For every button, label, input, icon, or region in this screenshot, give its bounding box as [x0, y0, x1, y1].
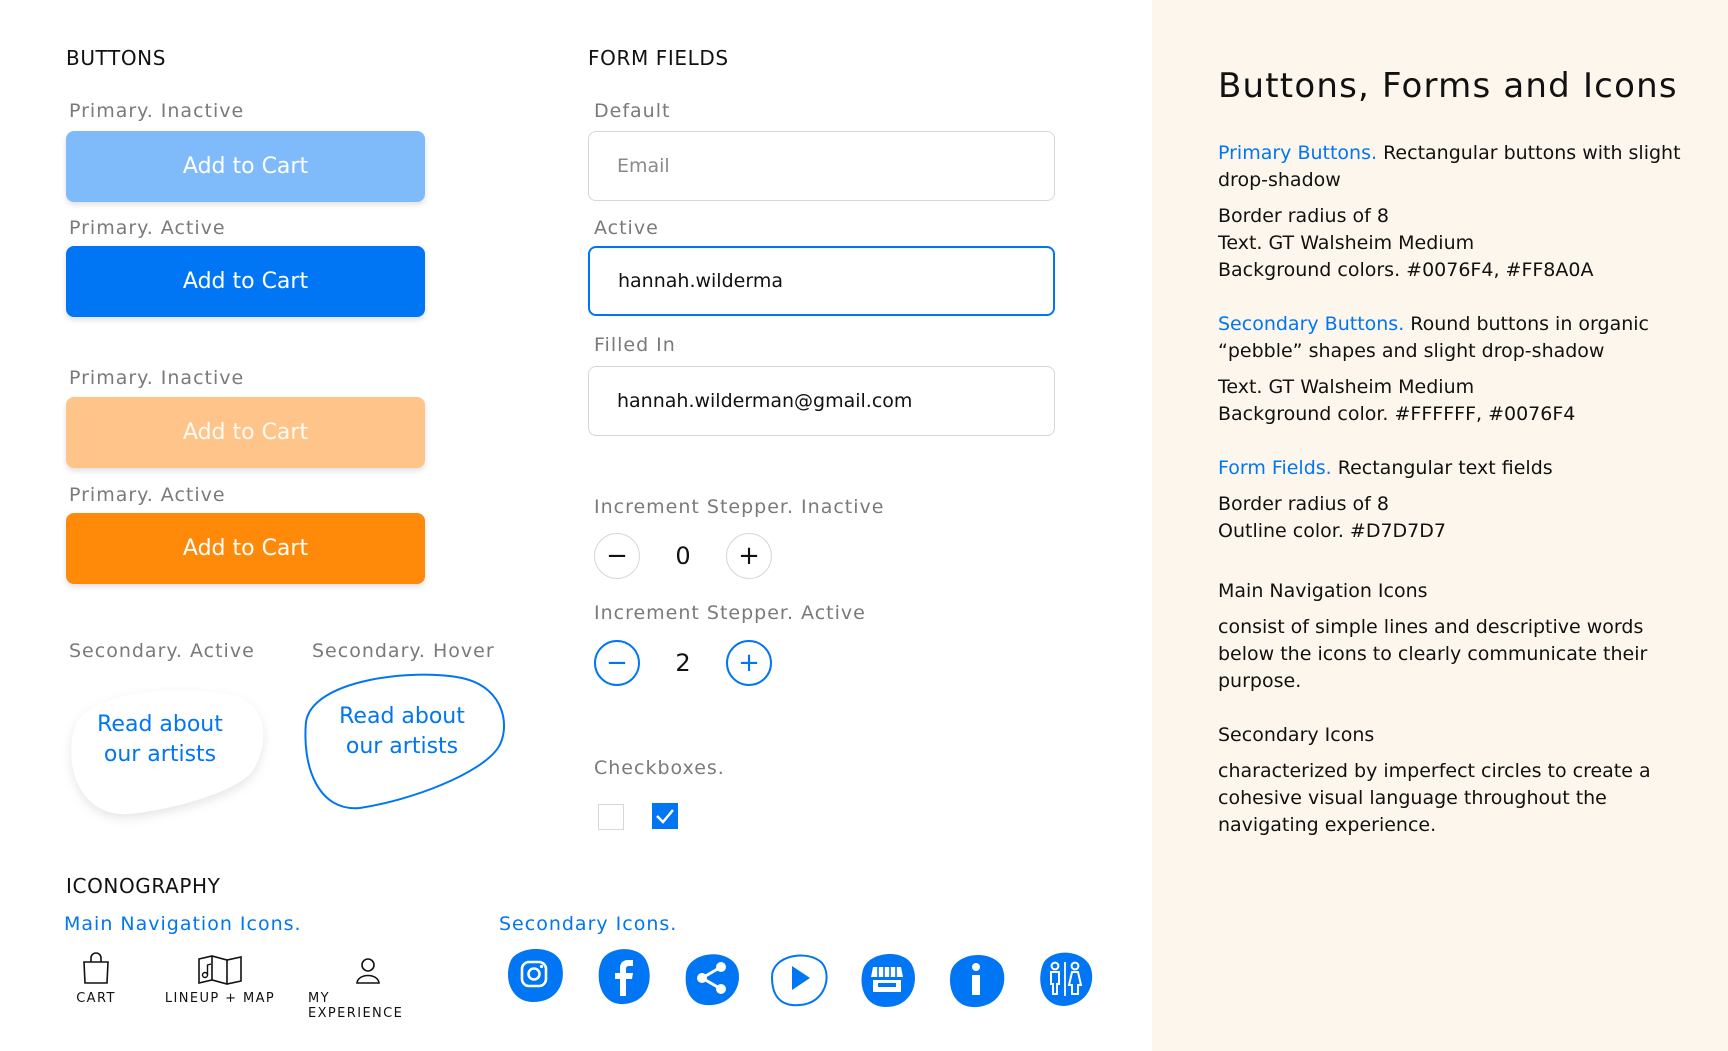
- nav-item-cart[interactable]: [64, 951, 128, 1006]
- primary-active-caption: Primary. Active: [69, 217, 226, 239]
- play-icon[interactable]: [768, 947, 830, 1009]
- stepper-value-active: 2: [675, 649, 691, 677]
- form-fields-specs: Border radius of 8 Outline color. #D7D7D7: [1218, 493, 1446, 542]
- stepper-active-caption: Increment Stepper. Active: [594, 602, 866, 624]
- email-field-default[interactable]: [588, 131, 1055, 201]
- share-icon[interactable]: [680, 947, 742, 1009]
- stepper-inactive-caption: Increment Stepper. Inactive: [594, 496, 885, 518]
- secondary-icons-heading: Secondary Icons: [1218, 724, 1375, 746]
- secondary-buttons-specs: Text. GT Walsheim Medium Background color. #FFFFFF, #0076F4: [1218, 376, 1576, 425]
- increment-button-active[interactable]: +: [726, 640, 772, 686]
- quantity-stepper-active: [594, 640, 772, 686]
- read-about-artists-label: Read about our artists: [97, 712, 223, 767]
- primary-active-caption-orange: Primary. Active: [69, 484, 226, 506]
- read-about-artists-button-hover[interactable]: [302, 670, 512, 820]
- primary-inactive-caption-orange: Primary. Inactive: [69, 367, 245, 389]
- buttons-section-title: BUTTONS: [66, 46, 167, 70]
- primary-inactive-caption: Primary. Inactive: [69, 100, 245, 122]
- store-icon[interactable]: [856, 949, 918, 1011]
- quantity-stepper-inactive: [594, 533, 772, 579]
- primary-buttons-note: Primary Buttons. Rectangular buttons with slight drop-shadow: [1218, 142, 1681, 191]
- secondary-icons-caption: Secondary Icons.: [499, 913, 678, 935]
- primary-buttons-specs: Border radius of 8 Text. GT Walsheim Medium Background colors. #0076F4, #FF8A0A: [1218, 205, 1594, 281]
- secondary-active-caption: Secondary. Active: [69, 640, 255, 662]
- nav-item-lineup-map[interactable]: [162, 955, 278, 1006]
- restroom-icon[interactable]: [1034, 948, 1096, 1010]
- checkboxes-caption: Checkboxes.: [594, 757, 725, 779]
- main-nav-icons-caption: Main Navigation Icons.: [64, 913, 302, 935]
- checkbox-checked[interactable]: [652, 803, 678, 829]
- read-about-artists-button-active[interactable]: [60, 686, 270, 836]
- form-fields-section-title: FORM FIELDS: [588, 46, 729, 70]
- secondary-hover-caption: Secondary. Hover: [312, 640, 495, 662]
- description-panel: [1152, 0, 1728, 1051]
- filled-field-caption: Filled In: [594, 334, 676, 356]
- increment-button[interactable]: +: [726, 533, 772, 579]
- add-to-cart-button-orange-inactive[interactable]: Add to Cart: [66, 397, 425, 468]
- nav-label-lineup-map: LINEUP + MAP: [164, 991, 276, 1006]
- facebook-icon[interactable]: [592, 946, 654, 1008]
- stepper-value: 0: [675, 542, 691, 570]
- active-field-caption: Active: [594, 217, 659, 239]
- default-field-caption: Default: [594, 100, 671, 122]
- read-about-artists-label-hover: Read about our artists: [339, 704, 465, 759]
- email-field-active[interactable]: [588, 246, 1055, 316]
- form-fields-note: Form Fields. Rectangular text fields: [1218, 457, 1553, 479]
- person-icon: [353, 955, 383, 985]
- add-to-cart-button-orange-active[interactable]: Add to Cart: [66, 513, 425, 584]
- add-to-cart-button-blue-inactive[interactable]: Add to Cart: [66, 131, 425, 202]
- secondary-buttons-note: Secondary Buttons. Round buttons in organic “pebble” shapes and slight drop-shadow: [1218, 313, 1649, 362]
- add-to-cart-button-blue-active[interactable]: Add to Cart: [66, 246, 425, 317]
- iconography-section-title: ICONOGRAPHY: [66, 874, 221, 898]
- nav-item-my-experience[interactable]: [308, 955, 428, 1021]
- decrement-button[interactable]: −: [594, 533, 640, 579]
- map-icon: [197, 955, 243, 985]
- checkbox-unchecked[interactable]: [598, 804, 624, 830]
- decrement-button-active[interactable]: −: [594, 640, 640, 686]
- main-nav-icons-heading: Main Navigation Icons: [1218, 580, 1428, 602]
- nav-label-cart: CART: [76, 991, 116, 1006]
- email-field-filled[interactable]: [588, 366, 1055, 436]
- nav-label-my-experience: MY EXPERIENCE: [308, 991, 404, 1021]
- cart-icon: [80, 951, 112, 985]
- main-nav-icons-note: consist of simple lines and descriptive words below the icons to clearly communicate their purpose.: [1218, 616, 1648, 692]
- instagram-icon[interactable]: [503, 944, 565, 1006]
- checkmark-icon: [655, 808, 675, 824]
- secondary-icons-note: characterized by imperfect circles to create a cohesive visual language throughout the navigating experience.: [1218, 760, 1651, 836]
- info-icon[interactable]: [945, 949, 1007, 1011]
- panel-title: Buttons, Forms and Icons: [1218, 66, 1678, 106]
